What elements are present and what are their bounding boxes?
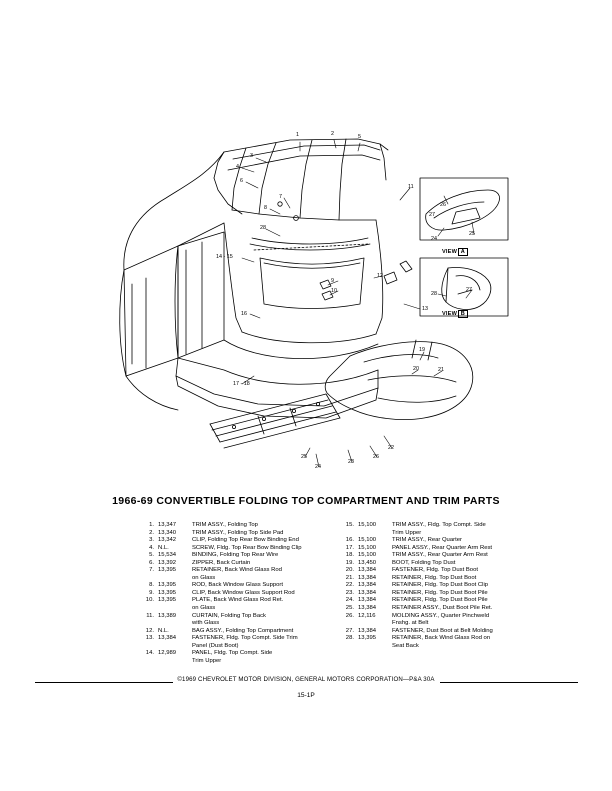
parts-list-entry (338, 560, 568, 568)
parts-list-entry (338, 590, 568, 598)
parts-list-entry (138, 582, 348, 590)
illustration-drawing (28, 118, 584, 478)
detail-view-prefix: VIEW (442, 311, 458, 317)
copyright-notice: ©1969 CHEVROLET MOTOR DIVISION, GENERAL MOTORS CORPORATION—P&A 30A (177, 676, 435, 683)
part-index: 20. (345, 567, 354, 574)
part-description: TRIM ASSY., Fldg. Top Compt. Side (392, 522, 486, 528)
callout-number: 17 - 18 (233, 381, 250, 387)
part-description-continued: with Glass (192, 620, 220, 627)
parts-list-left-column (138, 522, 348, 665)
callout-number: 21 (438, 367, 444, 373)
parts-list-right-column (338, 522, 568, 650)
part-number: N.L. (158, 627, 169, 634)
part-description: SCREW, Fldg. Top Rear Bow Binding Clip (192, 544, 302, 551)
callout-number: 20 (413, 366, 419, 372)
part-description: BINDING, Folding Top Rear Wire (192, 552, 279, 559)
part-description-continued: Trim Upper (192, 657, 222, 664)
callout-number: 26 (440, 202, 446, 208)
callout-number: 26 (373, 454, 379, 460)
callout-number: 10 (331, 288, 337, 294)
callout-number: 11 (408, 184, 414, 190)
part-number: 13,395 (158, 567, 177, 574)
part-number: 13,342 (158, 537, 177, 544)
part-number: 12,116 (358, 612, 376, 619)
part-description-continued: Fnshg. at Belt (392, 620, 429, 627)
parts-list-entry (338, 605, 568, 613)
detail-view-letter: B (458, 310, 467, 318)
part-index: 16. (345, 537, 354, 544)
part-description: CLIP, Folding Top Rear Bow Binding End (192, 537, 299, 544)
part-number: 13,384 (358, 574, 377, 581)
part-index: 9. (149, 589, 154, 596)
part-index: 7. (149, 567, 154, 574)
part-index: 27. (345, 627, 354, 634)
callout-number: 22 (388, 445, 394, 451)
callout-number: 23 (348, 459, 354, 465)
part-description: RETAINER, Fldg. Top Dust Boot Pile (392, 597, 488, 604)
part-description: TRIM ASSY., Folding Top (192, 522, 258, 528)
part-index: 8. (149, 582, 154, 589)
part-number: 13,384 (358, 627, 377, 634)
callout-number: 14 - 15 (216, 254, 233, 260)
parts-list-entry (138, 560, 348, 568)
part-description: FASTENER, Fldg. Top Dust Boot (392, 567, 478, 574)
part-description: PANEL, Fldg. Top Compt. Side (192, 650, 273, 657)
callout-number: 19 (419, 347, 425, 353)
callout-number: 3 (250, 153, 253, 159)
part-description: CLIP, Back Window Glass Support Rod (192, 589, 295, 596)
part-number: 13,340 (158, 529, 177, 536)
part-description: ZIPPER, Back Curtain (192, 559, 251, 566)
part-index: 11. (146, 612, 154, 619)
callout-number: 28 (431, 291, 437, 297)
part-index: 1. (149, 522, 154, 528)
part-index: 5. (149, 552, 154, 559)
part-index: 17. (345, 544, 354, 551)
part-index: 26. (345, 612, 354, 619)
part-description: MOLDING ASSY., Quarter Pinchweld (392, 612, 490, 619)
part-description: PANEL ASSY., Rear Quarter Arm Rest (392, 544, 493, 551)
parts-list-entry (338, 628, 568, 636)
part-description: BAG ASSY., Folding Top Compartment (192, 627, 294, 634)
part-number: 13,384 (358, 567, 377, 574)
part-number: 15,100 (358, 544, 377, 551)
parts-list-entry (338, 552, 568, 560)
detail-view-letter: A (458, 248, 467, 256)
part-index: 12. (145, 627, 154, 634)
part-number: 15,100 (358, 522, 377, 528)
part-number: 13,392 (158, 559, 177, 566)
part-description: PLATE, Back Wind Glass Rod Ret. (192, 597, 284, 604)
part-number: 13,395 (358, 635, 377, 642)
callout-number: 4 (236, 164, 239, 170)
part-number: 13,395 (158, 582, 177, 589)
part-index: 28. (345, 635, 354, 642)
callout-number: 6 (240, 178, 243, 184)
detail-view-label (442, 310, 468, 318)
parts-list-entry (138, 537, 348, 545)
part-index: 21. (345, 574, 354, 581)
parts-list-entry (338, 522, 568, 537)
part-number: 13,384 (358, 582, 377, 589)
part-index: 22. (345, 582, 354, 589)
parts-list-entry (338, 537, 568, 545)
parts-list-entry (338, 635, 568, 650)
part-description: ROD, Back Window Glass Support (192, 582, 284, 589)
page-title: 1966-69 CONVERTIBLE FOLDING TOP COMPARTMENT AND TRIM PARTS (112, 495, 500, 507)
parts-list-entry (138, 530, 348, 538)
part-index: 14. (145, 650, 154, 657)
parts-list-entry (138, 635, 348, 650)
part-number: N.L. (158, 544, 169, 551)
part-description-continued: Seat Back (392, 642, 419, 649)
parts-list-entry (138, 552, 348, 560)
part-description-continued: on Glass (192, 605, 216, 612)
callout-number: 5 (358, 134, 361, 140)
part-number: 13,347 (158, 522, 177, 528)
part-index: 15. (345, 522, 354, 528)
part-description: FASTENER, Dust Boot at Belt Molding (392, 627, 493, 634)
part-index: 13. (145, 635, 154, 642)
callout-number: 24 (431, 236, 437, 242)
part-index: 10. (145, 597, 154, 604)
parts-list-entry (138, 567, 348, 582)
parts-list-entry (138, 613, 348, 628)
part-description: RETAINER, Fldg. Top Dust Boot Pile (392, 589, 488, 596)
part-number: 13,450 (358, 559, 377, 566)
parts-list-entry (138, 522, 348, 530)
part-index: 18. (345, 552, 354, 559)
part-description-continued: Panel (Dust Boot) (192, 642, 239, 649)
part-index: 3. (149, 537, 154, 544)
parts-list-entry (138, 597, 348, 612)
parts-list-entry (338, 545, 568, 553)
part-number: 15,534 (158, 552, 177, 559)
part-number: 15,100 (358, 537, 377, 544)
part-description: FASTENER, Fldg. Top Compt. Side Trim (192, 635, 298, 642)
part-index: 23. (345, 589, 354, 596)
detail-view-prefix: VIEW (442, 249, 458, 255)
callout-number: 27 (466, 287, 472, 293)
detail-view-label (442, 248, 468, 256)
part-number: 13,384 (358, 605, 377, 612)
callout-number: 25 (301, 454, 307, 460)
parts-list-entry (338, 613, 568, 628)
callout-number: 8 (264, 205, 267, 211)
part-description: TRIM ASSY., Folding Top Side Pad (192, 529, 284, 536)
part-description: RETAINER, Fldg. Top Dust Boot (392, 574, 477, 581)
part-number: 13,384 (158, 635, 177, 642)
parts-list-entry (138, 590, 348, 598)
callout-number: 16 (241, 311, 247, 317)
part-index: 2. (149, 529, 154, 536)
part-description: RETAINER, Back Wind Glass Rod (192, 567, 282, 574)
part-index: 25. (345, 605, 354, 612)
part-description: RETAINER, Fldg. Top Dust Boot Clip (392, 582, 489, 589)
part-number: 15,100 (358, 552, 377, 559)
callout-number: 28 (260, 225, 266, 231)
part-description: BOOT, Folding Top Dust (392, 559, 456, 566)
callout-number: 27 (429, 212, 435, 218)
part-number: 13,384 (358, 597, 377, 604)
callout-number: 12 (377, 273, 383, 279)
part-description: CURTAIN, Folding Top Back (192, 612, 266, 619)
part-index: 24. (345, 597, 354, 604)
callout-number: 25 (469, 231, 475, 237)
parts-list-entry (338, 582, 568, 590)
parts-list-entry (338, 567, 568, 575)
part-index: 6. (149, 559, 154, 566)
part-number: 13,395 (158, 589, 177, 596)
parts-list-entry (138, 628, 348, 636)
part-description: RETAINER, Back Wind Glass Rod on (392, 635, 491, 642)
part-index: 4. (149, 544, 154, 551)
callout-number: 24 (315, 464, 321, 470)
parts-list (0, 522, 612, 667)
parts-list-entry (138, 545, 348, 553)
part-description: TRIM ASSY., Rear Quarter (392, 537, 462, 544)
part-number: 13,389 (158, 612, 177, 619)
part-number: 13,384 (358, 589, 377, 596)
parts-list-entry (338, 597, 568, 605)
callout-number: 9 (331, 278, 334, 284)
part-description: TRIM ASSY., Rear Quarter Arm Rest (392, 552, 488, 559)
part-description: RETAINER ASSY., Dust Boot Pile Ret. (392, 605, 493, 612)
parts-list-entry (138, 650, 348, 665)
part-description-continued: Trim Upper (392, 529, 422, 536)
callout-number: 13 (422, 306, 428, 312)
callout-number: 2 (331, 131, 334, 137)
callout-number: 7 (279, 194, 282, 200)
part-index: 19. (345, 559, 354, 566)
page-number: 15-1P (297, 692, 315, 699)
callout-number: 1 (296, 132, 299, 138)
part-number: 13,395 (158, 597, 177, 604)
parts-list-entry (338, 575, 568, 583)
part-number: 12,989 (158, 650, 177, 657)
part-description-continued: on Glass (192, 574, 216, 581)
exploded-view-illustration (28, 118, 584, 478)
